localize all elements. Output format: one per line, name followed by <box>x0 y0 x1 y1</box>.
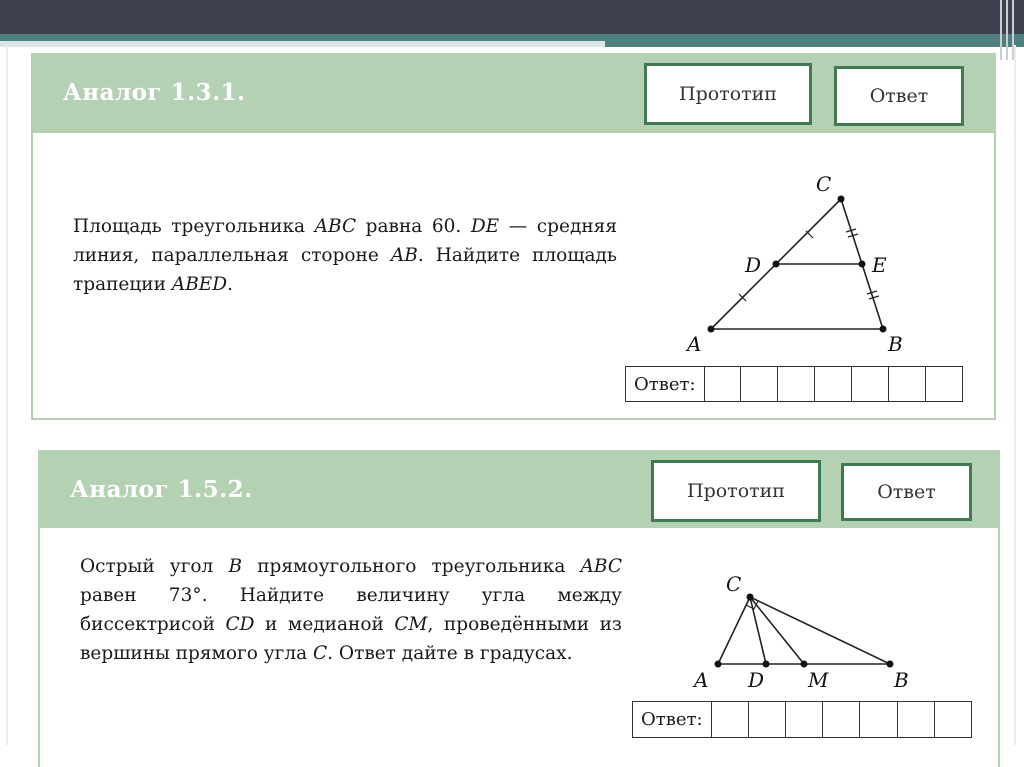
math-variable: CD <box>225 614 255 635</box>
answer-field[interactable] <box>632 701 972 738</box>
slide-corner-decoration <box>994 0 1024 60</box>
text-run: . <box>227 274 234 295</box>
problem-text <box>73 212 617 299</box>
point-d <box>773 261 780 268</box>
answer-cell[interactable] <box>786 702 823 737</box>
tick-mark <box>806 231 813 238</box>
point-c <box>838 196 845 203</box>
point-b <box>887 661 894 668</box>
math-variable: B <box>228 556 243 577</box>
label-d: D <box>748 668 765 692</box>
answer-cell[interactable] <box>741 367 778 401</box>
answer-cell[interactable] <box>860 702 897 737</box>
point-a <box>708 326 715 333</box>
side-cb <box>750 597 890 664</box>
answer-cell[interactable] <box>889 367 926 401</box>
text-run: прямоугольного треугольника <box>242 556 581 577</box>
text-run: равен 73°. Найдите величину угла между биссектрисой <box>80 585 622 635</box>
text-run: Острый угол <box>80 556 229 577</box>
problem-card-1 <box>31 53 996 420</box>
math-variable: ABC <box>580 556 623 577</box>
label-e: E <box>872 253 887 277</box>
label-c: C <box>726 572 742 596</box>
answer-cell[interactable] <box>898 702 935 737</box>
slide-accent-stripe-light <box>0 41 605 47</box>
math-variable: C <box>313 643 328 664</box>
label-d: D <box>745 253 762 277</box>
answer-cell[interactable] <box>926 367 962 401</box>
slide-edge-line-left <box>6 45 8 745</box>
answer-field-label: Ответ: <box>633 702 712 737</box>
point-c <box>747 594 754 601</box>
point-a <box>715 661 722 668</box>
answer-cell[interactable] <box>712 702 749 737</box>
label-a: A <box>694 668 709 692</box>
label-b: B <box>894 668 909 692</box>
triangle-figure <box>673 170 973 370</box>
answer-cell[interactable] <box>815 367 852 401</box>
right-triangle-figure <box>680 567 980 697</box>
math-variable: ABC <box>314 216 357 237</box>
card-title: Аналог 1.3.1. <box>63 79 246 106</box>
point-m <box>801 661 808 668</box>
point-d <box>763 661 770 668</box>
label-c: C <box>816 172 832 196</box>
card-title: Аналог 1.5.2. <box>70 476 253 503</box>
label-m: M <box>808 668 829 692</box>
math-variable: CM <box>394 614 428 635</box>
point-b <box>880 326 887 333</box>
answer-cell[interactable] <box>852 367 889 401</box>
text-run: . Ответ дайте в градусах. <box>327 643 573 664</box>
text-run: , проведёнными из вершины прямого угла <box>80 614 622 664</box>
side-ac <box>718 597 750 664</box>
text-run: — средняя линия, параллельная стороне <box>73 216 618 266</box>
point-e <box>859 261 866 268</box>
math-variable: DE <box>470 216 500 237</box>
text-run: и медианой <box>254 614 395 635</box>
text-run: равна 60. <box>356 216 471 237</box>
problem-text <box>80 552 622 668</box>
text-run: . Найдите площадь трапеции <box>73 245 618 295</box>
answer-field[interactable] <box>625 366 963 402</box>
problem-card-2 <box>38 450 1000 767</box>
label-a: A <box>687 332 702 356</box>
answer-cell[interactable] <box>705 367 742 401</box>
slide-edge-line-right <box>1014 45 1016 745</box>
answer-cell[interactable] <box>935 702 971 737</box>
answer-button[interactable]: Ответ <box>834 66 964 126</box>
answer-cell[interactable] <box>778 367 815 401</box>
math-variable: ABED <box>171 274 228 295</box>
prototype-button[interactable]: Прототип <box>651 460 821 522</box>
answer-cell[interactable] <box>823 702 860 737</box>
text-run: Площадь треугольника <box>73 216 315 237</box>
prototype-button[interactable]: Прототип <box>644 63 812 125</box>
answer-cell[interactable] <box>749 702 786 737</box>
answer-button[interactable]: Ответ <box>841 463 972 521</box>
label-b: B <box>888 332 903 356</box>
answer-field-label: Ответ: <box>626 367 705 401</box>
slide-top-bar <box>0 0 1024 34</box>
math-variable: AB <box>390 245 418 266</box>
